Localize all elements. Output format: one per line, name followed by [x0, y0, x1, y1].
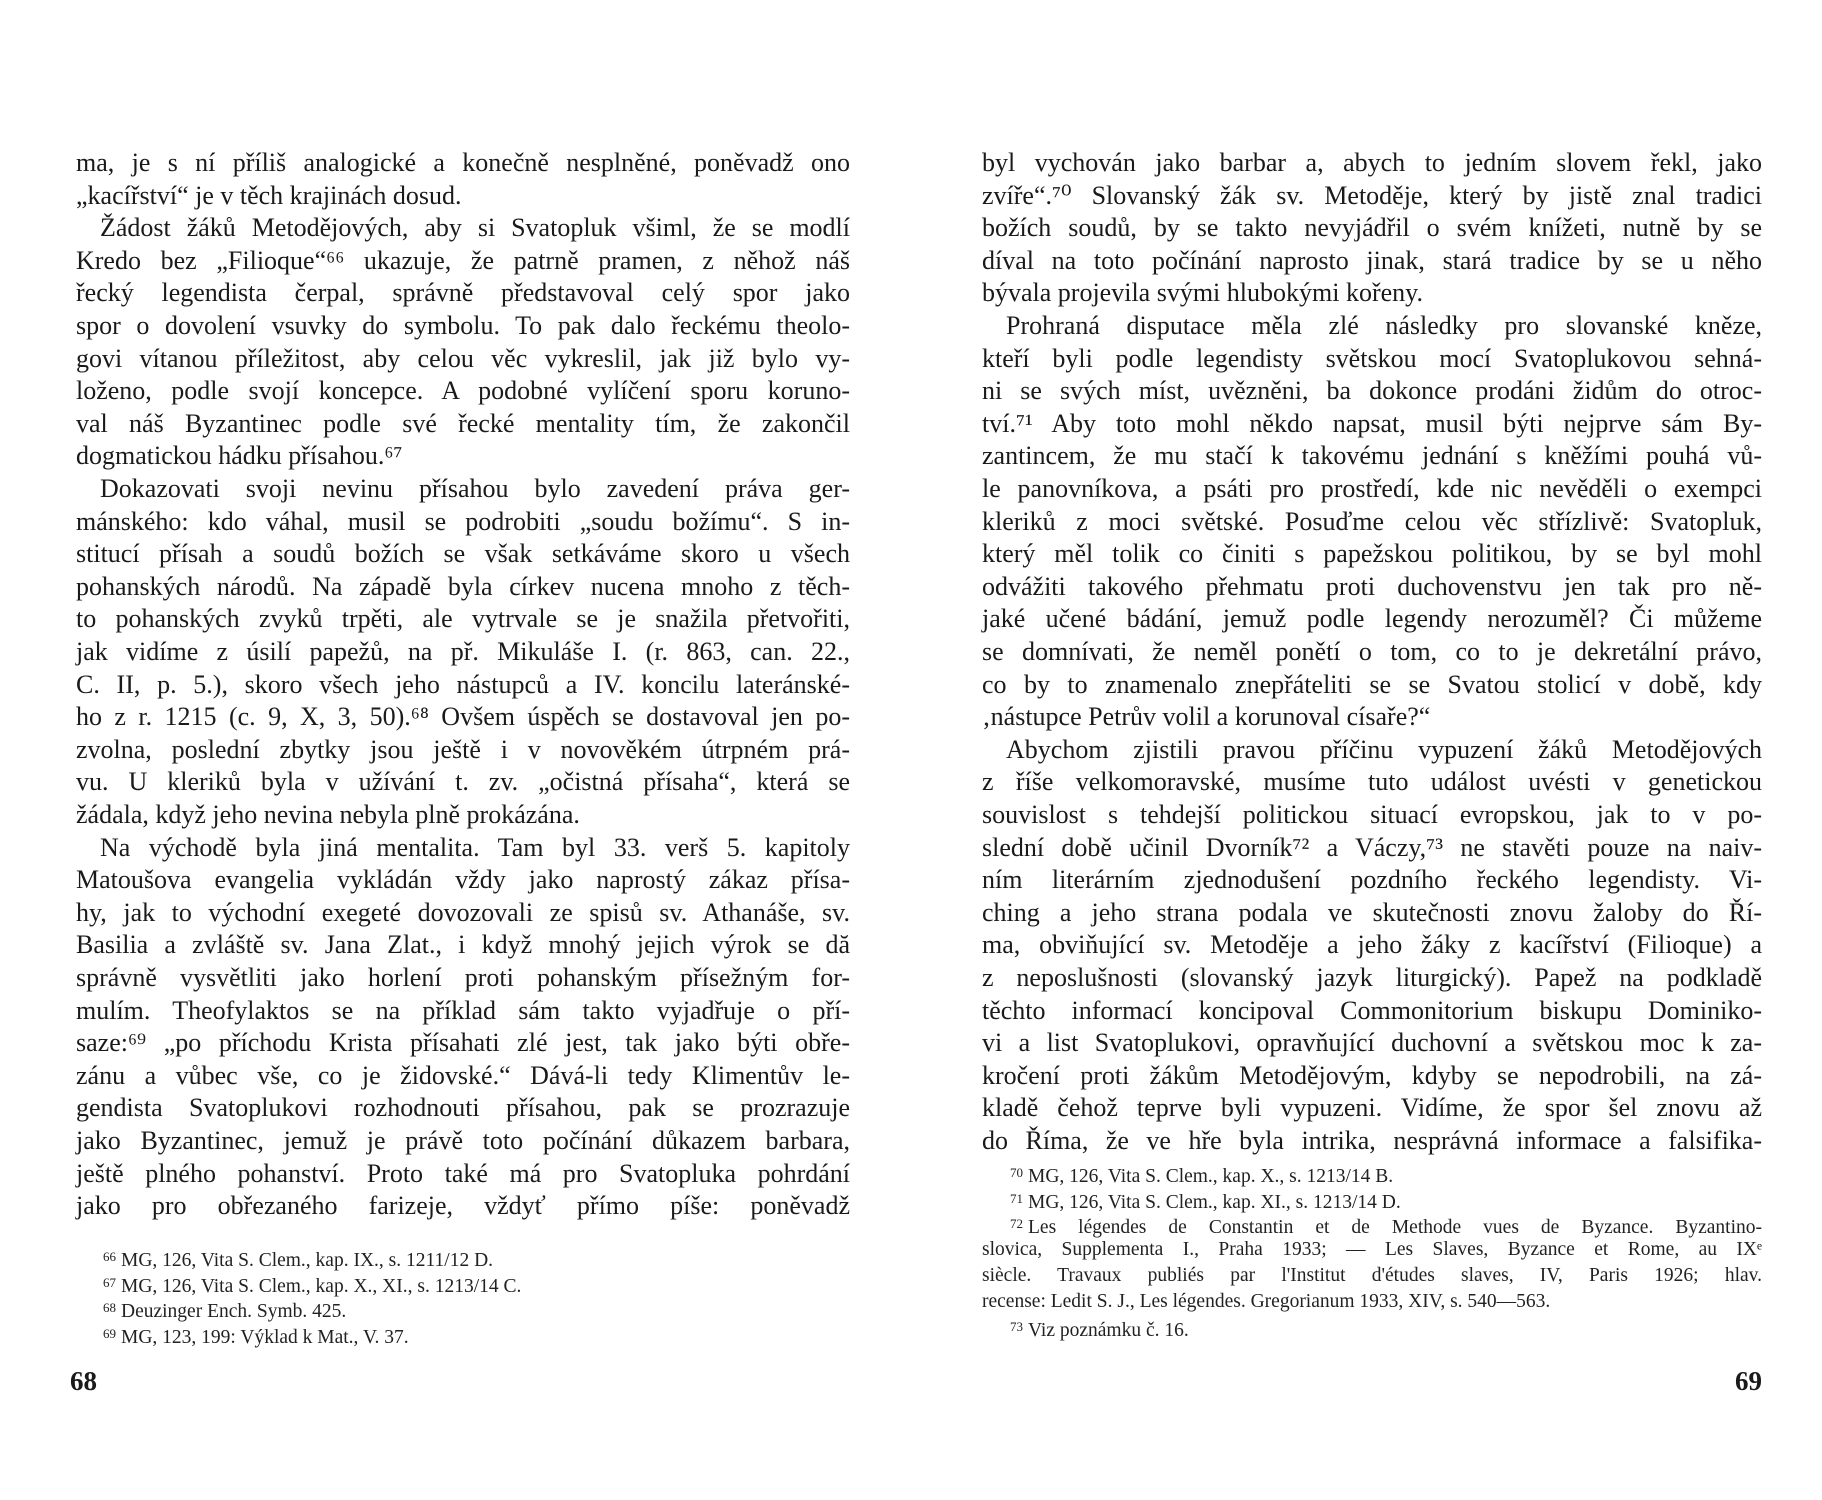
text-line: souvislost s tehdejší politickou situací evropskou, jak to v po- — [982, 800, 1762, 829]
text-line: ho z r. 1215 (c. 9, X, 3, 50).⁶⁸ Ovšem úspěch se dostavoval jen po- — [76, 702, 850, 732]
footnote-text: slovica, Supplementa I., Praha 1933; — Les Slaves, Byzance et Rome, au IXᵉ — [982, 1239, 1762, 1261]
text-line: mánského: kdo váhal, musil se podrobiti „soudu božímu“. S in- — [76, 506, 850, 536]
footnote — [982, 1290, 1762, 1314]
footnote — [982, 1238, 1762, 1262]
text-line: Na východě byla jiná mentalita. Tam byl 33. verš 5. kapitoly — [100, 832, 850, 862]
text-line: kročení proti žákům Metodějovým, kdyby se nepodrobili, na zá- — [982, 1060, 1762, 1090]
page-number-left: 68 — [70, 1366, 97, 1396]
text-line: odvážiti takového přehmatu proti duchovenstvu jen tak pro ně- — [982, 571, 1762, 601]
text-line: ni se svých míst, uvězněni, ba dokonce prodáni židům do otroc- — [982, 376, 1762, 406]
footnote-text: MG, 126, Vita S. Clem., kap. XI., s. 1213/14 D. — [1028, 1191, 1401, 1213]
text-line: těchto informací koncipoval Commonitorium biskupu Dominiko- — [982, 995, 1762, 1025]
text-line: ním literárním zjednodušení pozdního řeckého legendisty. Vi- — [982, 865, 1762, 895]
text-line: jako Byzantinec, jemuž je právě toto počínání důkazem barbara, — [76, 1126, 850, 1155]
right-page — [911, 0, 1822, 1500]
footnote-text: Les légendes de Constantin et de Methode vues de Byzance. Byzantino- — [1028, 1217, 1762, 1239]
text-line: Kredo bez „Filioque“⁶⁶ ukazuje, že patrně pramen, z něhož náš — [76, 245, 850, 275]
text-line: žádala, když jeho nevina nebyla plně prokázána. — [76, 800, 580, 829]
text-line: zánu a vůbec vše, co je židovské.“ Dává-li tedy Klimentův le- — [76, 1060, 850, 1090]
footnote — [1010, 1187, 1762, 1215]
text-line: kteří byli podle legendisty světskou mocí Svatoplukovou sehná- — [982, 343, 1762, 373]
text-line: do Říma, že ve hře byla intrika, nesprávná informace a falsifika- — [982, 1126, 1762, 1155]
text-line: bývala projevila svými hlubokými kořeny. — [982, 278, 1423, 308]
text-line: slední době učinil Dvorník⁷² a Váczy,⁷³ ne stavěti pouze na naiv- — [982, 832, 1762, 862]
footnote-text: MG, 126, Vita S. Clem., kap. X., XI., s. 1213/14 C. — [121, 1275, 522, 1297]
footnote — [982, 1264, 1762, 1288]
text-line: který měl tolik co činiti s papežskou politikou, by se byl mohl — [982, 539, 1762, 569]
text-line: vu. U kleriků byla v užívání t. zv. „očistná přísaha“, která se — [76, 767, 850, 797]
text-line: ještě plného pohanství. Proto také má pro Svatopluka pohrdání — [76, 1158, 850, 1188]
footnote — [1010, 1212, 1762, 1240]
text-line: C. II, p. 5.), skoro všech jeho nástupců a IV. koncilu lateránské- — [76, 669, 850, 699]
text-line: řecký legendista čerpal, správně představoval celý spor jako — [76, 278, 850, 308]
text-line: stitucí přísah a soudů božích se však setkáváme skoro u všech — [76, 539, 850, 569]
text-line: zvíře“.⁷⁰ Slovanský žák sv. Metoděje, který by jistě znal tradici — [982, 180, 1762, 210]
text-line: to pohanských zvyků trpěti, ale vytrvale se je snažila přetvořiti, — [76, 604, 850, 634]
footnote-text: Deuzinger Ench. Symb. 425. — [121, 1301, 347, 1323]
text-line: val náš Byzantinec podle své řecké mentality tím, že zakončil — [76, 408, 850, 438]
text-line: jako pro obřezaného farizeje, vždyť přímo píše: poněvadž — [76, 1191, 850, 1221]
footnote-number: 71 — [1010, 1190, 1023, 1206]
footnote — [103, 1271, 850, 1299]
footnote-text: MG, 123, 199: Výklad k Mat., V. 37. — [121, 1327, 409, 1349]
text-line: díval na toto počínání naprosto jinak, stará tradice by se u něho — [982, 245, 1762, 275]
text-line: Abychom zjistili pravou příčinu vypuzení žáků Metodějových — [1006, 734, 1762, 764]
text-line: Matoušova evangelia vykládán vždy jako naprostý zákaz přísa- — [76, 865, 850, 895]
text-line: tví.⁷¹ Aby toto mohl někdo napsat, musil býti nejprve sám By- — [982, 408, 1762, 438]
text-line: ma, je s ní příliš analogické a konečně nesplněné, poněvadž ono — [76, 148, 850, 177]
text-line: „kacířství“ je v těch krajinách dosud. — [76, 180, 462, 210]
text-line: Prohraná disputace měla zlé následky pro slovanské kněze, — [1006, 311, 1762, 340]
text-line: z říše velkomoravské, musíme tuto událost uvésti v genetickou — [982, 767, 1762, 797]
text-line: jaké učené bádání, jemuž podle legendy nerozuměl? Či můžeme — [982, 604, 1762, 634]
footnote — [103, 1296, 850, 1324]
text-line: dogmatickou hádku přísahou.⁶⁷ — [76, 441, 403, 471]
text-line: hy, jak to východní exegeté dovozovali ze spisů sv. Athanáše, sv. — [76, 897, 850, 927]
footnote-text: MG, 126, Vita S. Clem., kap. IX., s. 1211/12 D. — [121, 1250, 494, 1271]
footnote-number: 72 — [1010, 1216, 1023, 1232]
footnote-text: siècle. Travaux publiés par l'Institut d'études slaves, IV, Paris 1926; hlav. — [982, 1264, 1762, 1286]
text-line: spor o dovolení vsuvky do symbolu. To pak dalo řeckému theolo- — [76, 311, 850, 340]
footnote — [103, 1322, 850, 1350]
footnote-number: 70 — [1010, 1165, 1023, 1180]
footnote — [1010, 1315, 1762, 1343]
text-line: ‚nástupce Petrův volil a korunoval císaře?“ — [982, 702, 1431, 732]
text-line: saze:⁶⁹ „po příchodu Krista přísahati zlé jest, tak jako býti obře- — [76, 1028, 850, 1058]
text-line: správně vysvětliti jako horlení proti pohanským přísežným for- — [76, 963, 850, 992]
footnote — [1010, 1161, 1762, 1189]
footnote-number: 73 — [1010, 1319, 1023, 1335]
footnote-number: 66 — [103, 1249, 116, 1264]
page-number-right: 69 — [1735, 1366, 1762, 1396]
footnote-text: Viz poznámku č. 16. — [1028, 1320, 1189, 1342]
text-line: zantincem, že mu stačí k takovému jednání s kněžími pouhá vů- — [982, 441, 1762, 471]
text-line: loženo, podle svojí koncepce. A podobné vylíčení sporu koruno- — [76, 376, 850, 406]
text-line: Dokazovati svoji nevinu přísahou bylo zavedení práva ger- — [100, 474, 850, 503]
text-line: jak vidíme z úsilí papežů, na př. Mikuláše I. (r. 863, can. 22., — [76, 637, 850, 666]
text-line: ma, obviňující sv. Metoděje a jeho žáky z kacířství (Filioque) a — [982, 930, 1762, 960]
text-line: le panovníkova, a psáti pro prostředí, kde nic nevěděli o exempci — [982, 474, 1762, 503]
text-line: Basilia a zvláště sv. Jana Zlat., i když mnohý jejich výrok se dă — [76, 930, 850, 960]
text-line: vi a list Svatoplukovi, opravňující duchovní a světskou moc k za- — [982, 1028, 1762, 1058]
text-line: co by to znamenalo znepřáteliti se se Svatou stolicí v době, kdy — [982, 669, 1762, 699]
text-line: božích soudů, by se takto nevyjádřil o svém knížeti, nutně by se — [982, 213, 1762, 243]
text-line: mulím. Theofylaktos se na příklad sám takto vyjadřuje o pří- — [76, 995, 850, 1025]
text-line: zvolna, poslední zbytky jsou ještě i v novověkém útrpném prá- — [76, 734, 850, 764]
text-line: kleriků z moci světské. Posuďme celou věc střízlivě: Svatopluk, — [982, 506, 1762, 536]
text-line: kladě čehož teprve byli vypuzeni. Vidíme, že spor šel znovu až — [982, 1093, 1762, 1123]
text-line: pohanských národů. Na západě byla církev nucena mnoho z těch- — [76, 571, 850, 601]
text-line: Žádost žáků Metodějových, aby si Svatopluk všiml, že se modlí — [100, 213, 850, 243]
footnote-number: 69 — [103, 1326, 116, 1342]
footnote-number: 67 — [103, 1274, 116, 1290]
text-line: byl vychován jako barbar a, abych to jedním slovem řekl, jako — [982, 148, 1762, 177]
text-line: se domnívati, že neměl ponětí o tom, co to je dekretální právo, — [982, 637, 1762, 666]
footnote-text: MG, 126, Vita S. Clem., kap. X., s. 1213/14 B. — [1028, 1166, 1394, 1187]
text-line: gendista Svatoplukovi rozhodnouti přísahou, pak se prozrazuje — [76, 1093, 850, 1123]
footnote-number: 68 — [103, 1300, 116, 1316]
text-line: z neposlušnosti (slovanský jazyk liturgický). Papež na podkladě — [982, 963, 1762, 992]
footnote-text: recense: Ledit S. J., Les légendes. Gregorianum 1933, XIV, s. 540—563. — [982, 1290, 1551, 1312]
text-line: govi vítanou příležitost, aby celou věc vykreslil, jak již bylo vy- — [76, 343, 850, 373]
text-line: ching a jeho strana podala ve skutečnosti znovu žaloby do Ří- — [982, 897, 1762, 927]
footnote — [103, 1245, 850, 1273]
